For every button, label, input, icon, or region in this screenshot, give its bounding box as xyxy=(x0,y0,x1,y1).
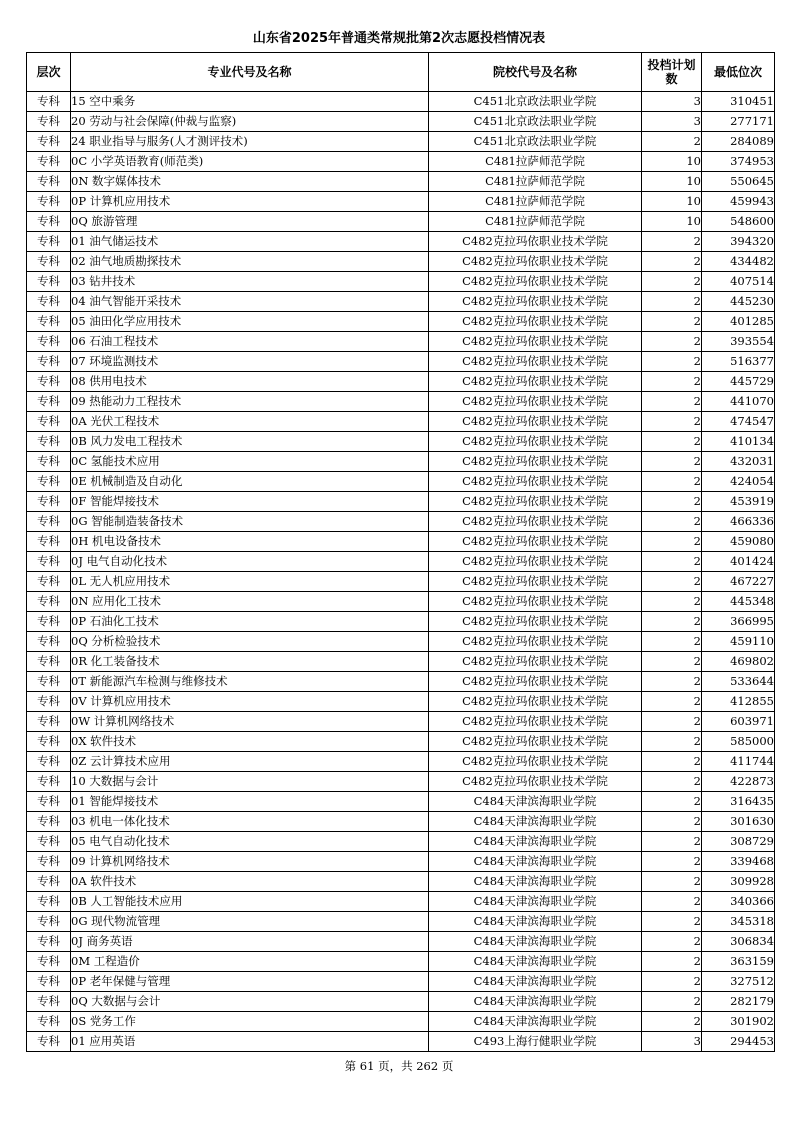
cell-min-rank: 548600 xyxy=(702,212,775,232)
table-row xyxy=(27,492,775,512)
cell-major: 0H 机电设备技术 xyxy=(71,532,429,552)
table-row xyxy=(27,852,775,872)
cell-min-rank: 459943 xyxy=(702,192,775,212)
cell-plan: 2 xyxy=(642,292,702,312)
cell-plan: 2 xyxy=(642,252,702,272)
cell-major: 0Q 大数据与会计 xyxy=(71,992,429,1012)
cell-school: C482克拉玛依职业技术学院 xyxy=(429,472,642,492)
table-row xyxy=(27,732,775,752)
cell-min-rank: 309928 xyxy=(702,872,775,892)
cell-major: 01 应用英语 xyxy=(71,1032,429,1052)
cell-school: C482克拉玛依职业技术学院 xyxy=(429,452,642,472)
cell-school: C484天津滨海职业学院 xyxy=(429,872,642,892)
cell-major: 09 热能动力工程技术 xyxy=(71,392,429,412)
cell-school: C482克拉玛依职业技术学院 xyxy=(429,632,642,652)
cell-school: C484天津滨海职业学院 xyxy=(429,952,642,972)
cell-min-rank: 394320 xyxy=(702,232,775,252)
table-row xyxy=(27,712,775,732)
cell-level: 专科 xyxy=(27,572,71,592)
table-row xyxy=(27,252,775,272)
cell-school: C482克拉玛依职业技术学院 xyxy=(429,352,642,372)
cell-plan: 2 xyxy=(642,872,702,892)
table-row xyxy=(27,652,775,672)
cell-level: 专科 xyxy=(27,592,71,612)
page-footer: 第 61 页，共 262 页 xyxy=(344,1059,454,1073)
table-row xyxy=(27,892,775,912)
cell-plan: 2 xyxy=(642,892,702,912)
cell-level: 专科 xyxy=(27,852,71,872)
cell-school: C482克拉玛依职业技术学院 xyxy=(429,392,642,412)
table-header-row xyxy=(27,53,775,92)
cell-school: C482克拉玛依职业技术学院 xyxy=(429,772,642,792)
table-row xyxy=(27,692,775,712)
cell-level: 专科 xyxy=(27,412,71,432)
cell-plan: 2 xyxy=(642,312,702,332)
table-body xyxy=(27,92,775,1052)
cell-plan: 2 xyxy=(642,772,702,792)
cell-plan: 2 xyxy=(642,272,702,292)
header-school: 院校代号及名称 xyxy=(429,53,642,92)
cell-plan: 10 xyxy=(642,212,702,232)
cell-level: 专科 xyxy=(27,872,71,892)
cell-school: C482克拉玛依职业技术学院 xyxy=(429,592,642,612)
cell-min-rank: 340366 xyxy=(702,892,775,912)
cell-min-rank: 345318 xyxy=(702,912,775,932)
cell-plan: 2 xyxy=(642,432,702,452)
cell-level: 专科 xyxy=(27,752,71,772)
cell-level: 专科 xyxy=(27,712,71,732)
cell-level: 专科 xyxy=(27,312,71,332)
cell-min-rank: 339468 xyxy=(702,852,775,872)
cell-major: 02 油气地质勘探技术 xyxy=(71,252,429,272)
cell-major: 01 智能焊接技术 xyxy=(71,792,429,812)
page-title: 山东省2025年普通类常规批第2次志愿投档情况表 xyxy=(252,31,546,46)
cell-min-rank: 411744 xyxy=(702,752,775,772)
cell-major: 05 油田化学应用技术 xyxy=(71,312,429,332)
table-row xyxy=(27,92,775,112)
cell-school: C482克拉玛依职业技术学院 xyxy=(429,412,642,432)
cell-min-rank: 453919 xyxy=(702,492,775,512)
table-row xyxy=(27,792,775,812)
cell-level: 专科 xyxy=(27,892,71,912)
cell-min-rank: 412855 xyxy=(702,692,775,712)
table-row xyxy=(27,632,775,652)
cell-school: C482克拉玛依职业技术学院 xyxy=(429,432,642,452)
cell-school: C482克拉玛依职业技术学院 xyxy=(429,552,642,572)
table-row xyxy=(27,192,775,212)
table-row xyxy=(27,932,775,952)
cell-major: 0M 工程造价 xyxy=(71,952,429,972)
cell-school: C482克拉玛依职业技术学院 xyxy=(429,752,642,772)
cell-plan: 2 xyxy=(642,332,702,352)
cell-school: C484天津滨海职业学院 xyxy=(429,792,642,812)
cell-major: 0P 石油化工技术 xyxy=(71,612,429,632)
cell-level: 专科 xyxy=(27,452,71,472)
cell-level: 专科 xyxy=(27,392,71,412)
header-level: 层次 xyxy=(27,53,71,92)
cell-min-rank: 459110 xyxy=(702,632,775,652)
cell-plan: 2 xyxy=(642,652,702,672)
cell-school: C482克拉玛依职业技术学院 xyxy=(429,572,642,592)
cell-plan: 2 xyxy=(642,632,702,652)
cell-min-rank: 424054 xyxy=(702,472,775,492)
cell-plan: 3 xyxy=(642,92,702,112)
table-row xyxy=(27,212,775,232)
cell-min-rank: 432031 xyxy=(702,452,775,472)
cell-major: 05 电气自动化技术 xyxy=(71,832,429,852)
cell-plan: 10 xyxy=(642,172,702,192)
table-row xyxy=(27,752,775,772)
cell-plan: 2 xyxy=(642,812,702,832)
cell-min-rank: 407514 xyxy=(702,272,775,292)
cell-major: 0R 化工装备技术 xyxy=(71,652,429,672)
cell-major: 0B 风力发电工程技术 xyxy=(71,432,429,452)
cell-major: 09 计算机网络技术 xyxy=(71,852,429,872)
cell-school: C484天津滨海职业学院 xyxy=(429,832,642,852)
cell-school: C482克拉玛依职业技术学院 xyxy=(429,692,642,712)
cell-plan: 3 xyxy=(642,1032,702,1052)
cell-school: C482克拉玛依职业技术学院 xyxy=(429,272,642,292)
cell-school: C482克拉玛依职业技术学院 xyxy=(429,312,642,332)
cell-level: 专科 xyxy=(27,172,71,192)
cell-plan: 2 xyxy=(642,572,702,592)
cell-major: 0G 现代物流管理 xyxy=(71,912,429,932)
cell-school: C484天津滨海职业学院 xyxy=(429,992,642,1012)
cell-school: C481拉萨师范学院 xyxy=(429,192,642,212)
cell-school: C482克拉玛依职业技术学院 xyxy=(429,332,642,352)
cell-min-rank: 441070 xyxy=(702,392,775,412)
cell-level: 专科 xyxy=(27,972,71,992)
cell-major: 0X 软件技术 xyxy=(71,732,429,752)
cell-school: C482克拉玛依职业技术学院 xyxy=(429,492,642,512)
cell-level: 专科 xyxy=(27,92,71,112)
cell-min-rank: 301630 xyxy=(702,812,775,832)
cell-min-rank: 469802 xyxy=(702,652,775,672)
table-row xyxy=(27,412,775,432)
cell-plan: 2 xyxy=(642,492,702,512)
cell-major: 0N 应用化工技术 xyxy=(71,592,429,612)
cell-school: C484天津滨海职业学院 xyxy=(429,912,642,932)
cell-plan: 2 xyxy=(642,932,702,952)
cell-min-rank: 301902 xyxy=(702,1012,775,1032)
cell-plan: 2 xyxy=(642,1012,702,1032)
cell-major: 0L 无人机应用技术 xyxy=(71,572,429,592)
cell-level: 专科 xyxy=(27,672,71,692)
cell-school: C451北京政法职业学院 xyxy=(429,92,642,112)
cell-min-rank: 277171 xyxy=(702,112,775,132)
cell-level: 专科 xyxy=(27,832,71,852)
cell-level: 专科 xyxy=(27,512,71,532)
cell-min-rank: 363159 xyxy=(702,952,775,972)
table-row xyxy=(27,132,775,152)
cell-major: 0A 软件技术 xyxy=(71,872,429,892)
cell-level: 专科 xyxy=(27,912,71,932)
cell-school: C482克拉玛依职业技术学院 xyxy=(429,252,642,272)
cell-min-rank: 294453 xyxy=(702,1032,775,1052)
cell-major: 0T 新能源汽车检测与维修技术 xyxy=(71,672,429,692)
cell-school: C482克拉玛依职业技术学院 xyxy=(429,292,642,312)
cell-level: 专科 xyxy=(27,352,71,372)
cell-major: 10 大数据与会计 xyxy=(71,772,429,792)
cell-school: C484天津滨海职业学院 xyxy=(429,812,642,832)
cell-major: 01 油气储运技术 xyxy=(71,232,429,252)
cell-plan: 2 xyxy=(642,232,702,252)
cell-plan: 2 xyxy=(642,692,702,712)
cell-level: 专科 xyxy=(27,252,71,272)
cell-plan: 2 xyxy=(642,832,702,852)
cell-school: C484天津滨海职业学院 xyxy=(429,972,642,992)
cell-plan: 2 xyxy=(642,592,702,612)
cell-level: 专科 xyxy=(27,932,71,952)
table-row xyxy=(27,1032,775,1052)
cell-level: 专科 xyxy=(27,212,71,232)
cell-plan: 2 xyxy=(642,992,702,1012)
cell-level: 专科 xyxy=(27,692,71,712)
cell-plan: 2 xyxy=(642,712,702,732)
cell-major: 0B 人工智能技术应用 xyxy=(71,892,429,912)
cell-school: C482克拉玛依职业技术学院 xyxy=(429,672,642,692)
cell-level: 专科 xyxy=(27,552,71,572)
cell-major: 20 劳动与社会保障(仲裁与监察) xyxy=(71,112,429,132)
table-row xyxy=(27,832,775,852)
cell-plan: 2 xyxy=(642,392,702,412)
cell-school: C484天津滨海职业学院 xyxy=(429,892,642,912)
cell-major: 07 环境监测技术 xyxy=(71,352,429,372)
table-row xyxy=(27,972,775,992)
cell-min-rank: 533644 xyxy=(702,672,775,692)
cell-level: 专科 xyxy=(27,232,71,252)
table-row xyxy=(27,292,775,312)
cell-min-rank: 422873 xyxy=(702,772,775,792)
cell-min-rank: 445729 xyxy=(702,372,775,392)
cell-plan: 2 xyxy=(642,672,702,692)
cell-school: C482克拉玛依职业技术学院 xyxy=(429,232,642,252)
table-row xyxy=(27,452,775,472)
cell-major: 0F 智能焊接技术 xyxy=(71,492,429,512)
cell-plan: 2 xyxy=(642,852,702,872)
cell-school: C482克拉玛依职业技术学院 xyxy=(429,372,642,392)
cell-min-rank: 459080 xyxy=(702,532,775,552)
cell-school: C482克拉玛依职业技术学院 xyxy=(429,712,642,732)
cell-major: 0G 智能制造装备技术 xyxy=(71,512,429,532)
cell-plan: 2 xyxy=(642,792,702,812)
cell-plan: 3 xyxy=(642,112,702,132)
cell-plan: 2 xyxy=(642,612,702,632)
cell-level: 专科 xyxy=(27,952,71,972)
cell-min-rank: 393554 xyxy=(702,332,775,352)
cell-min-rank: 374953 xyxy=(702,152,775,172)
cell-min-rank: 550645 xyxy=(702,172,775,192)
cell-min-rank: 327512 xyxy=(702,972,775,992)
cell-school: C481拉萨师范学院 xyxy=(429,172,642,192)
cell-min-rank: 445230 xyxy=(702,292,775,312)
cell-school: C451北京政法职业学院 xyxy=(429,132,642,152)
cell-level: 专科 xyxy=(27,292,71,312)
table-row xyxy=(27,952,775,972)
table-row xyxy=(27,672,775,692)
cell-plan: 2 xyxy=(642,512,702,532)
cell-min-rank: 282179 xyxy=(702,992,775,1012)
cell-level: 专科 xyxy=(27,1012,71,1032)
cell-plan: 2 xyxy=(642,412,702,432)
cell-plan: 2 xyxy=(642,912,702,932)
table-row xyxy=(27,392,775,412)
cell-min-rank: 316435 xyxy=(702,792,775,812)
cell-plan: 2 xyxy=(642,952,702,972)
cell-min-rank: 445348 xyxy=(702,592,775,612)
cell-major: 0Q 分析检验技术 xyxy=(71,632,429,652)
cell-major: 0S 党务工作 xyxy=(71,1012,429,1032)
table-row xyxy=(27,772,775,792)
cell-plan: 2 xyxy=(642,372,702,392)
cell-plan: 2 xyxy=(642,132,702,152)
table-row xyxy=(27,312,775,332)
cell-school: C484天津滨海职业学院 xyxy=(429,852,642,872)
table-row xyxy=(27,992,775,1012)
cell-min-rank: 284089 xyxy=(702,132,775,152)
cell-min-rank: 603971 xyxy=(702,712,775,732)
table-row xyxy=(27,232,775,252)
cell-school: C484天津滨海职业学院 xyxy=(429,1012,642,1032)
cell-level: 专科 xyxy=(27,792,71,812)
table-row xyxy=(27,512,775,532)
cell-min-rank: 410134 xyxy=(702,432,775,452)
cell-level: 专科 xyxy=(27,732,71,752)
cell-major: 0C 小学英语教育(师范类) xyxy=(71,152,429,172)
cell-plan: 2 xyxy=(642,552,702,572)
cell-plan: 2 xyxy=(642,752,702,772)
cell-major: 0W 计算机网络技术 xyxy=(71,712,429,732)
table-row xyxy=(27,272,775,292)
cell-major: 03 机电一体化技术 xyxy=(71,812,429,832)
cell-level: 专科 xyxy=(27,112,71,132)
cell-level: 专科 xyxy=(27,152,71,172)
cell-major: 0A 光伏工程技术 xyxy=(71,412,429,432)
cell-school: C493上海行健职业学院 xyxy=(429,1032,642,1052)
cell-school: C451北京政法职业学院 xyxy=(429,112,642,132)
cell-major: 0Q 旅游管理 xyxy=(71,212,429,232)
cell-plan: 10 xyxy=(642,152,702,172)
cell-major: 0J 商务英语 xyxy=(71,932,429,952)
cell-level: 专科 xyxy=(27,372,71,392)
table-row xyxy=(27,432,775,452)
cell-major: 03 钻井技术 xyxy=(71,272,429,292)
cell-min-rank: 306834 xyxy=(702,932,775,952)
cell-major: 0P 计算机应用技术 xyxy=(71,192,429,212)
cell-level: 专科 xyxy=(27,492,71,512)
cell-level: 专科 xyxy=(27,812,71,832)
table-row xyxy=(27,372,775,392)
table-row xyxy=(27,152,775,172)
cell-level: 专科 xyxy=(27,132,71,152)
table-row xyxy=(27,572,775,592)
table-row xyxy=(27,812,775,832)
table-row xyxy=(27,912,775,932)
cell-plan: 2 xyxy=(642,352,702,372)
cell-level: 专科 xyxy=(27,772,71,792)
cell-level: 专科 xyxy=(27,192,71,212)
cell-plan: 2 xyxy=(642,472,702,492)
table-row xyxy=(27,872,775,892)
cell-major: 15 空中乘务 xyxy=(71,92,429,112)
cell-min-rank: 434482 xyxy=(702,252,775,272)
cell-min-rank: 401285 xyxy=(702,312,775,332)
cell-min-rank: 585000 xyxy=(702,732,775,752)
cell-major: 0C 氢能技术应用 xyxy=(71,452,429,472)
table-row xyxy=(27,612,775,632)
table-row xyxy=(27,1012,775,1032)
cell-major: 0V 计算机应用技术 xyxy=(71,692,429,712)
header-major: 专业代号及名称 xyxy=(71,53,429,92)
cell-major: 08 供用电技术 xyxy=(71,372,429,392)
cell-school: C482克拉玛依职业技术学院 xyxy=(429,512,642,532)
cell-min-rank: 516377 xyxy=(702,352,775,372)
table-row xyxy=(27,592,775,612)
cell-level: 专科 xyxy=(27,1032,71,1052)
cell-school: C481拉萨师范学院 xyxy=(429,152,642,172)
cell-min-rank: 467227 xyxy=(702,572,775,592)
cell-school: C482克拉玛依职业技术学院 xyxy=(429,612,642,632)
cell-major: 04 油气智能开采技术 xyxy=(71,292,429,312)
cell-level: 专科 xyxy=(27,632,71,652)
cell-level: 专科 xyxy=(27,612,71,632)
cell-plan: 2 xyxy=(642,732,702,752)
cell-plan: 10 xyxy=(642,192,702,212)
cell-school: C482克拉玛依职业技术学院 xyxy=(429,532,642,552)
cell-school: C484天津滨海职业学院 xyxy=(429,932,642,952)
cell-level: 专科 xyxy=(27,432,71,452)
cell-school: C482克拉玛依职业技术学院 xyxy=(429,732,642,752)
cell-level: 专科 xyxy=(27,652,71,672)
cell-min-rank: 401424 xyxy=(702,552,775,572)
cell-major: 0J 电气自动化技术 xyxy=(71,552,429,572)
cell-level: 专科 xyxy=(27,992,71,1012)
cell-min-rank: 474547 xyxy=(702,412,775,432)
cell-min-rank: 310451 xyxy=(702,92,775,112)
cell-level: 专科 xyxy=(27,272,71,292)
cell-major: 0E 机械制造及自动化 xyxy=(71,472,429,492)
table-row xyxy=(27,552,775,572)
cell-min-rank: 466336 xyxy=(702,512,775,532)
cell-major: 0Z 云计算技术应用 xyxy=(71,752,429,772)
cell-major: 06 石油工程技术 xyxy=(71,332,429,352)
table-row xyxy=(27,352,775,372)
cell-level: 专科 xyxy=(27,472,71,492)
cell-plan: 2 xyxy=(642,972,702,992)
table-row xyxy=(27,332,775,352)
cell-min-rank: 308729 xyxy=(702,832,775,852)
table-row xyxy=(27,472,775,492)
table-row xyxy=(27,172,775,192)
cell-major: 0N 数字媒体技术 xyxy=(71,172,429,192)
cell-level: 专科 xyxy=(27,532,71,552)
table-row xyxy=(27,112,775,132)
admission-table xyxy=(26,52,775,1052)
cell-plan: 2 xyxy=(642,452,702,472)
header-plan: 投档计划数 xyxy=(642,53,702,92)
cell-major: 24 职业指导与服务(人才测评技术) xyxy=(71,132,429,152)
cell-level: 专科 xyxy=(27,332,71,352)
table-row xyxy=(27,532,775,552)
cell-school: C481拉萨师范学院 xyxy=(429,212,642,232)
cell-major: 0P 老年保健与管理 xyxy=(71,972,429,992)
cell-plan: 2 xyxy=(642,532,702,552)
cell-school: C482克拉玛依职业技术学院 xyxy=(429,652,642,672)
header-min-rank: 最低位次 xyxy=(702,53,775,92)
cell-min-rank: 366995 xyxy=(702,612,775,632)
